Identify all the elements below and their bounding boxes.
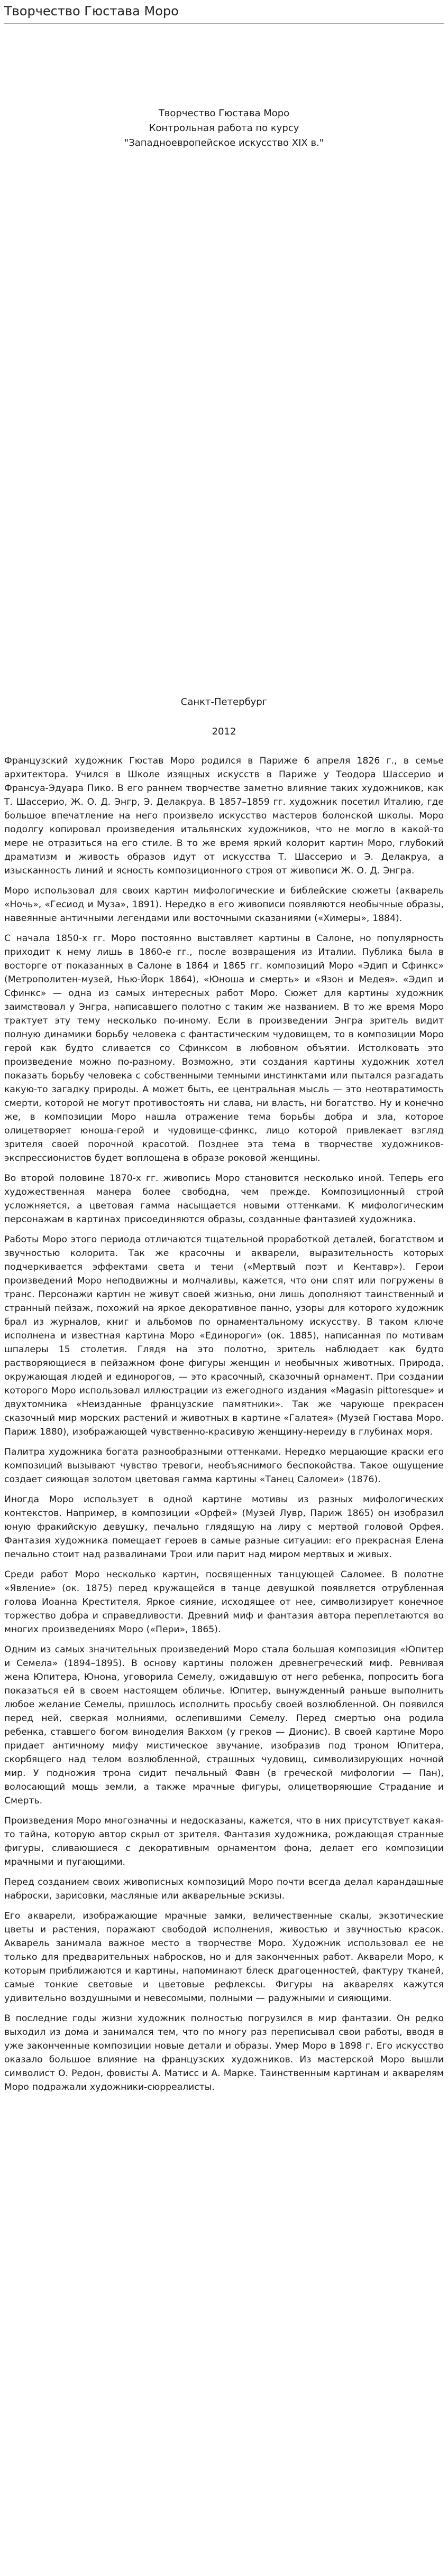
- cover-city: Санкт-Петербург: [180, 696, 268, 708]
- cover-course: "Западноевропейское искусство XIX в.": [124, 137, 324, 148]
- page-title: Творчество Гюстава Моро: [4, 4, 179, 18]
- title-divider: [4, 23, 444, 24]
- paragraph: В последние годы жизни художник полностью погрузился в мир фантазии. Он редко выходил из дома и занимался тем, что по многу раз переписывал свои работы, вводя в уже законченные композиции новые детали и образы. Умер Моро в 1898 г. Его искусство оказало большое влияние на французских художников. Из мастерской Моро вышли символист О. Редон, фовисты А. Матисс и А. Марке. Таинственным картинам и акварелям Моро подражали художники-сюрреалисты.: [4, 2013, 444, 2093]
- cover-title: Творчество Гюстава Моро: [158, 108, 290, 119]
- cover-year: 2012: [212, 726, 236, 737]
- paragraph: Произведения Моро многозначны и недосказаны, кажется, что в них присутствует какая-то тайна, которую автор скрыл от зрителя. Фантазия художника, рождающая странные фигуры, сливающиеся с декоративным орнаментом фона, делает его композиции мрачными и пугающими.: [4, 1816, 444, 1867]
- paragraph: Палитра художника богата разнообразными оттенками. Нередко мерцающие краски его композиций вызывают чувство тревоги, необъяснимого беспокойства. Такое ощущение создает сияющая золотом цветовая гамма картины «Танец Саломеи» (1876).: [4, 1447, 444, 1485]
- paragraph: Перед созданием своих живописных композиций Моро почти всегда делал карандашные наброски, зарисовки, масляные или акварельные эскизы.: [4, 1877, 444, 1901]
- paragraph: Французский художник Гюстав Моро родился в Париже 6 апреля 1826 г., в семье архитектора. Учился в Школе изящных искусств в Париже у Теодора Шассерио и Франсуа-Эдуара Пико. В его раннем творчестве заметно влияние таких художников, как Т. Шассерио, Ж. О. Д. Энгр, Э. Делакруа. В 1857–1859 гг. художник посетил Италию, где большое впечатление на него произвело искусство мастеров болонской школы. Моро подолгу копировал произведения итальянских художников, что не могло в какой-то мере не отразиться на его стиле. В то же время яркий колорит картин Моро, глубокий драматизм и живость образов идут от искусства Т. Шассерио и Э. Делакруа, а изысканность линий и ясность композиционного строя от живописи Ж. О. Д. Энгра.: [4, 756, 444, 876]
- document-page: [0, 3, 448, 2094]
- paragraph: Его акварели, изображающие мрачные замки, величественные скалы, экзотические цветы и растения, поражают свободой исполнения, живостью и звучностью красок. Акварель занимала важное место в творчестве Моро. Художник использовал ее не только для предварительных набросков, но и для законченных работ. Акварели Моро, к которым приближаются и картины, напоминают блеск драгоценностей, фактуру тканей, самые тонкие световые и цветовые рефлексы. Фигуры на акварелях кажутся удивительно воздушными и невесомыми, полными — радужными и сияющими.: [4, 1911, 444, 2004]
- title-page-block: [4, 106, 444, 151]
- paragraph: Во второй половине 1870-х гг. живопись Моро становится несколько иной. Теперь его художественная манера более свободна, чем прежде. Композиционный строй усложняется, а цветовая гамма насыщается новыми оттенками. К мифологическим персонажам в картинах присоединяются образы, созданные фантазией художника.: [4, 1173, 444, 1225]
- paragraph: Среди работ Моро несколько картин, посвященных танцующей Саломее. В полотне «Явление» (ок. 1875) перед кружащейся в танце девушкой появляется отрубленная голова Иоанна Крестителя. Яркое сияние, исходящее от нее, символизирует конечное торжество добра и справедливости. Древний миф и фантазия автора переплетаются во многих произведениях Моро («Пери», 1865).: [4, 1569, 444, 1635]
- paragraph: Работы Моро этого периода отличаются тщательной проработкой деталей, богатством и звучностью колорита. Так же красочны и акварели, выразительность которых подчеркивается эффектами светa и тени («Мертвый поэт и Кентавр»). Герои произведений Моро неподвижны и молчаливы, кажется, что они спят или погружены в транс. Персонажи картин не живут своей жизнью, они лишь дополняют таинственный и странный пейзаж, похожий на яркое декоративное панно, узоры для которого художник брал из журналов, книг и альбомов по орнаментальному искусству. В таком ключе исполнена и известная картина Моро «Единороги» (ок. 1885), написанная по мотивам шпалеры 15 столетия. Глядя на это полотно, зритель наблюдает как будто растворяющиеся в пейзажном фоне фигуры женщин и необычных животных. Природа, окружающая людей и единорогов, — это красочный, сказочный орнамент. При создании которого Моро использовал иллюстрации из ежегодного издания «Magasin pittoresque» и двухтомника «Неизданные французские памятники». Так же чарующе прекрасен сказочный мир морских растений и животных в картине «Галатея» (Музей Гюстава Моро. Париж 1880), изображающей чувственно-красивую женщину-нереиду в глубинах моря.: [4, 1234, 444, 1437]
- cover-subtitle: Контрольная работа по курсу: [149, 123, 299, 134]
- paragraph: Моро использовал для своих картин мифологические и библейские сюжеты (акварель «Ночь», «Гесиод и Муза», 1891). Нередко в его живописи появляются необычные образы, навеянные античными легендами или восточными сказаниями («Химеры», 1884).: [4, 886, 444, 924]
- paragraph: С начала 1850-х гг. Моро постоянно выставляет картины в Салоне, но популярность приходит к нему лишь в 1860-е гг., после возвращения из Италии. Публика была в восторге от показанных в Салоне в 1864 и 1865 гг. композиций Моро «Эдип и Сфинкс» (Метрополитен-музей, Нью-Йорк 1864), «Юноша и смерть» и «Язон и Медея». «Эдип и Сфинкс» — одна из самых интересных работ Моро. Сюжет для картины художник заимствовал у Энгра, написавшего полотно с таким же названием. В то же время Моро трактует эту тему несколько по-иному. Если в произведении Энгра зритель видит полную динамики борьбу человека с фантастическим чудовищем, то в композиции Моро герой как будто сливается со Сфинксом в любовном объятии. Истолковать это произведение можно по-разному. Возможно, эти создания картины художник хотел показать борьбу человека с собственными темными инстинктами или пытался разгадать какую-то загадку природы. А может быть, ее центральная мысль — это неотвратимость смерти, которой не могут противостоять ни слава, ни власть, ни богатство. Ну и конечно же, в композиции Моро нашла отражение тема борьбы добра и зла, которое олицетворяет юноша-герой и чудовище-сфинкс, лицо которой привлекает взгляд зрителя своей порочной красотой. Позднее эта тема в творчестве художников-экспрессионистов будет воплощена в образе роковой женщины.: [4, 933, 444, 1164]
- paragraph: Иногда Моро использует в одной картине мотивы из разных мифологических контекстов. Например, в композиции «Орфей» (Музей Лувр, Париж 1865) он изобразил юную фракийскую девушку, печально глядящую на лиру с мертвой головой Орфея. Фантазия художника помещает героев в самые разные ситуации: его прекрасная Елена печально стоит над развалинами Трои или парит над миром мертвых и живых.: [4, 1494, 444, 1560]
- paragraph: Одним из самых значительных произведений Моро стала большая композиция «Юпитер и Семела» (1894–1895). В основу картины положен древнегреческий миф. Ревнивая жена Юпитера, Юнона, уговорила Семелу, ожидавшую от него ребенка, попросить бога показаться ей в своем настоящем обличье. Юпитер, вынужденный раньше выполнить любое желание Семелы, пришлось исполнить просьбу своей возлюбленной. Он появился перед ней, сверкая молниями, ослепившими Семелу. Перед смертью она родила ребенка, ставшего богом виноделия Вакхом (у греков — Дионис). В своей картине Моро придает античному мифу мистическое звучание, изобразив под троном Юпитера, скорбящего над телом возлюбленной, страшных чудовищ, символизирующих ночной мир. У подножия трона сидит печальный Фавн (в греческой мифологии — Пан), волосающий мощь земли, а также мрачные фигуры, олицетворяющие Страдание и Смерть.: [4, 1644, 444, 1806]
- title-page-footer: [4, 695, 444, 739]
- essay-body: [4, 754, 444, 2094]
